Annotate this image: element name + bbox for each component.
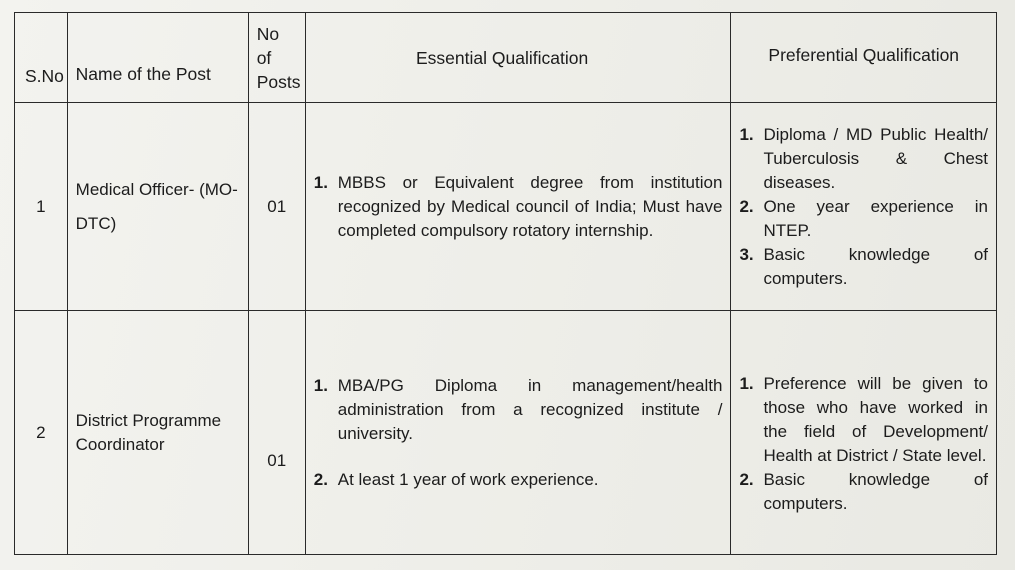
row-sno: 1 — [15, 103, 68, 311]
list-text: At least 1 year of work experience. — [337, 469, 599, 489]
row-no-of-posts: 01 — [248, 311, 305, 555]
list-number: 2. — [739, 469, 754, 489]
list-item — [739, 468, 988, 516]
table-row — [15, 311, 997, 555]
row-no-of-posts: 01 — [248, 103, 305, 311]
list-number: 2. — [739, 196, 754, 216]
list-number: 1. — [739, 373, 754, 393]
row-essential-qualification — [305, 103, 731, 311]
list-number: 1. — [739, 124, 754, 144]
list-item — [314, 171, 723, 243]
list-text: MBBS or Equivalent degree from institution recognized by Medical council of India; Must have completed compulsory rotatory internship. — [337, 172, 723, 240]
list-number: 1. — [313, 375, 328, 395]
list-item — [739, 243, 988, 291]
list-item — [739, 372, 988, 468]
list-text: Preference will be given to those who have worked in the field of Development/ Health at District / State level. — [763, 373, 988, 465]
list-number: 1. — [313, 172, 328, 192]
list-item — [739, 123, 988, 195]
list-text: MBA/PG Diploma in management/health administration from a recognized institute / university. — [337, 375, 723, 443]
row-preferential-qualification — [731, 103, 997, 311]
list-text: One year experience in NTEP. — [763, 196, 988, 240]
list-number: 3. — [739, 244, 754, 264]
row-post-name: District Programme Coordinator — [67, 311, 248, 555]
header-preferential-qualification: Preferential Qualification — [731, 13, 997, 103]
list-text: Basic knowledge of computers. — [763, 469, 988, 513]
row-preferential-qualification — [731, 311, 997, 555]
header-essential-qualification: Essential Qualification — [305, 13, 731, 103]
header-no-of-posts: No of Posts — [248, 13, 305, 103]
list-text: Diploma / MD Public Health/ Tuberculosis & Chest diseases. — [763, 124, 988, 192]
header-row — [15, 13, 997, 103]
recruitment-table — [14, 12, 997, 555]
table-row — [15, 103, 997, 311]
list-item — [314, 374, 723, 446]
list-item — [739, 195, 988, 243]
list-text: Basic knowledge of computers. — [763, 244, 988, 288]
row-post-name: Medical Officer- (MO-DTC) — [67, 103, 248, 311]
row-essential-qualification — [305, 311, 731, 555]
row-sno: 2 — [15, 311, 68, 555]
header-sno: S.No — [15, 13, 68, 103]
list-number: 2. — [313, 469, 328, 489]
header-post-name: Name of the Post — [67, 13, 248, 103]
list-item — [314, 468, 723, 492]
